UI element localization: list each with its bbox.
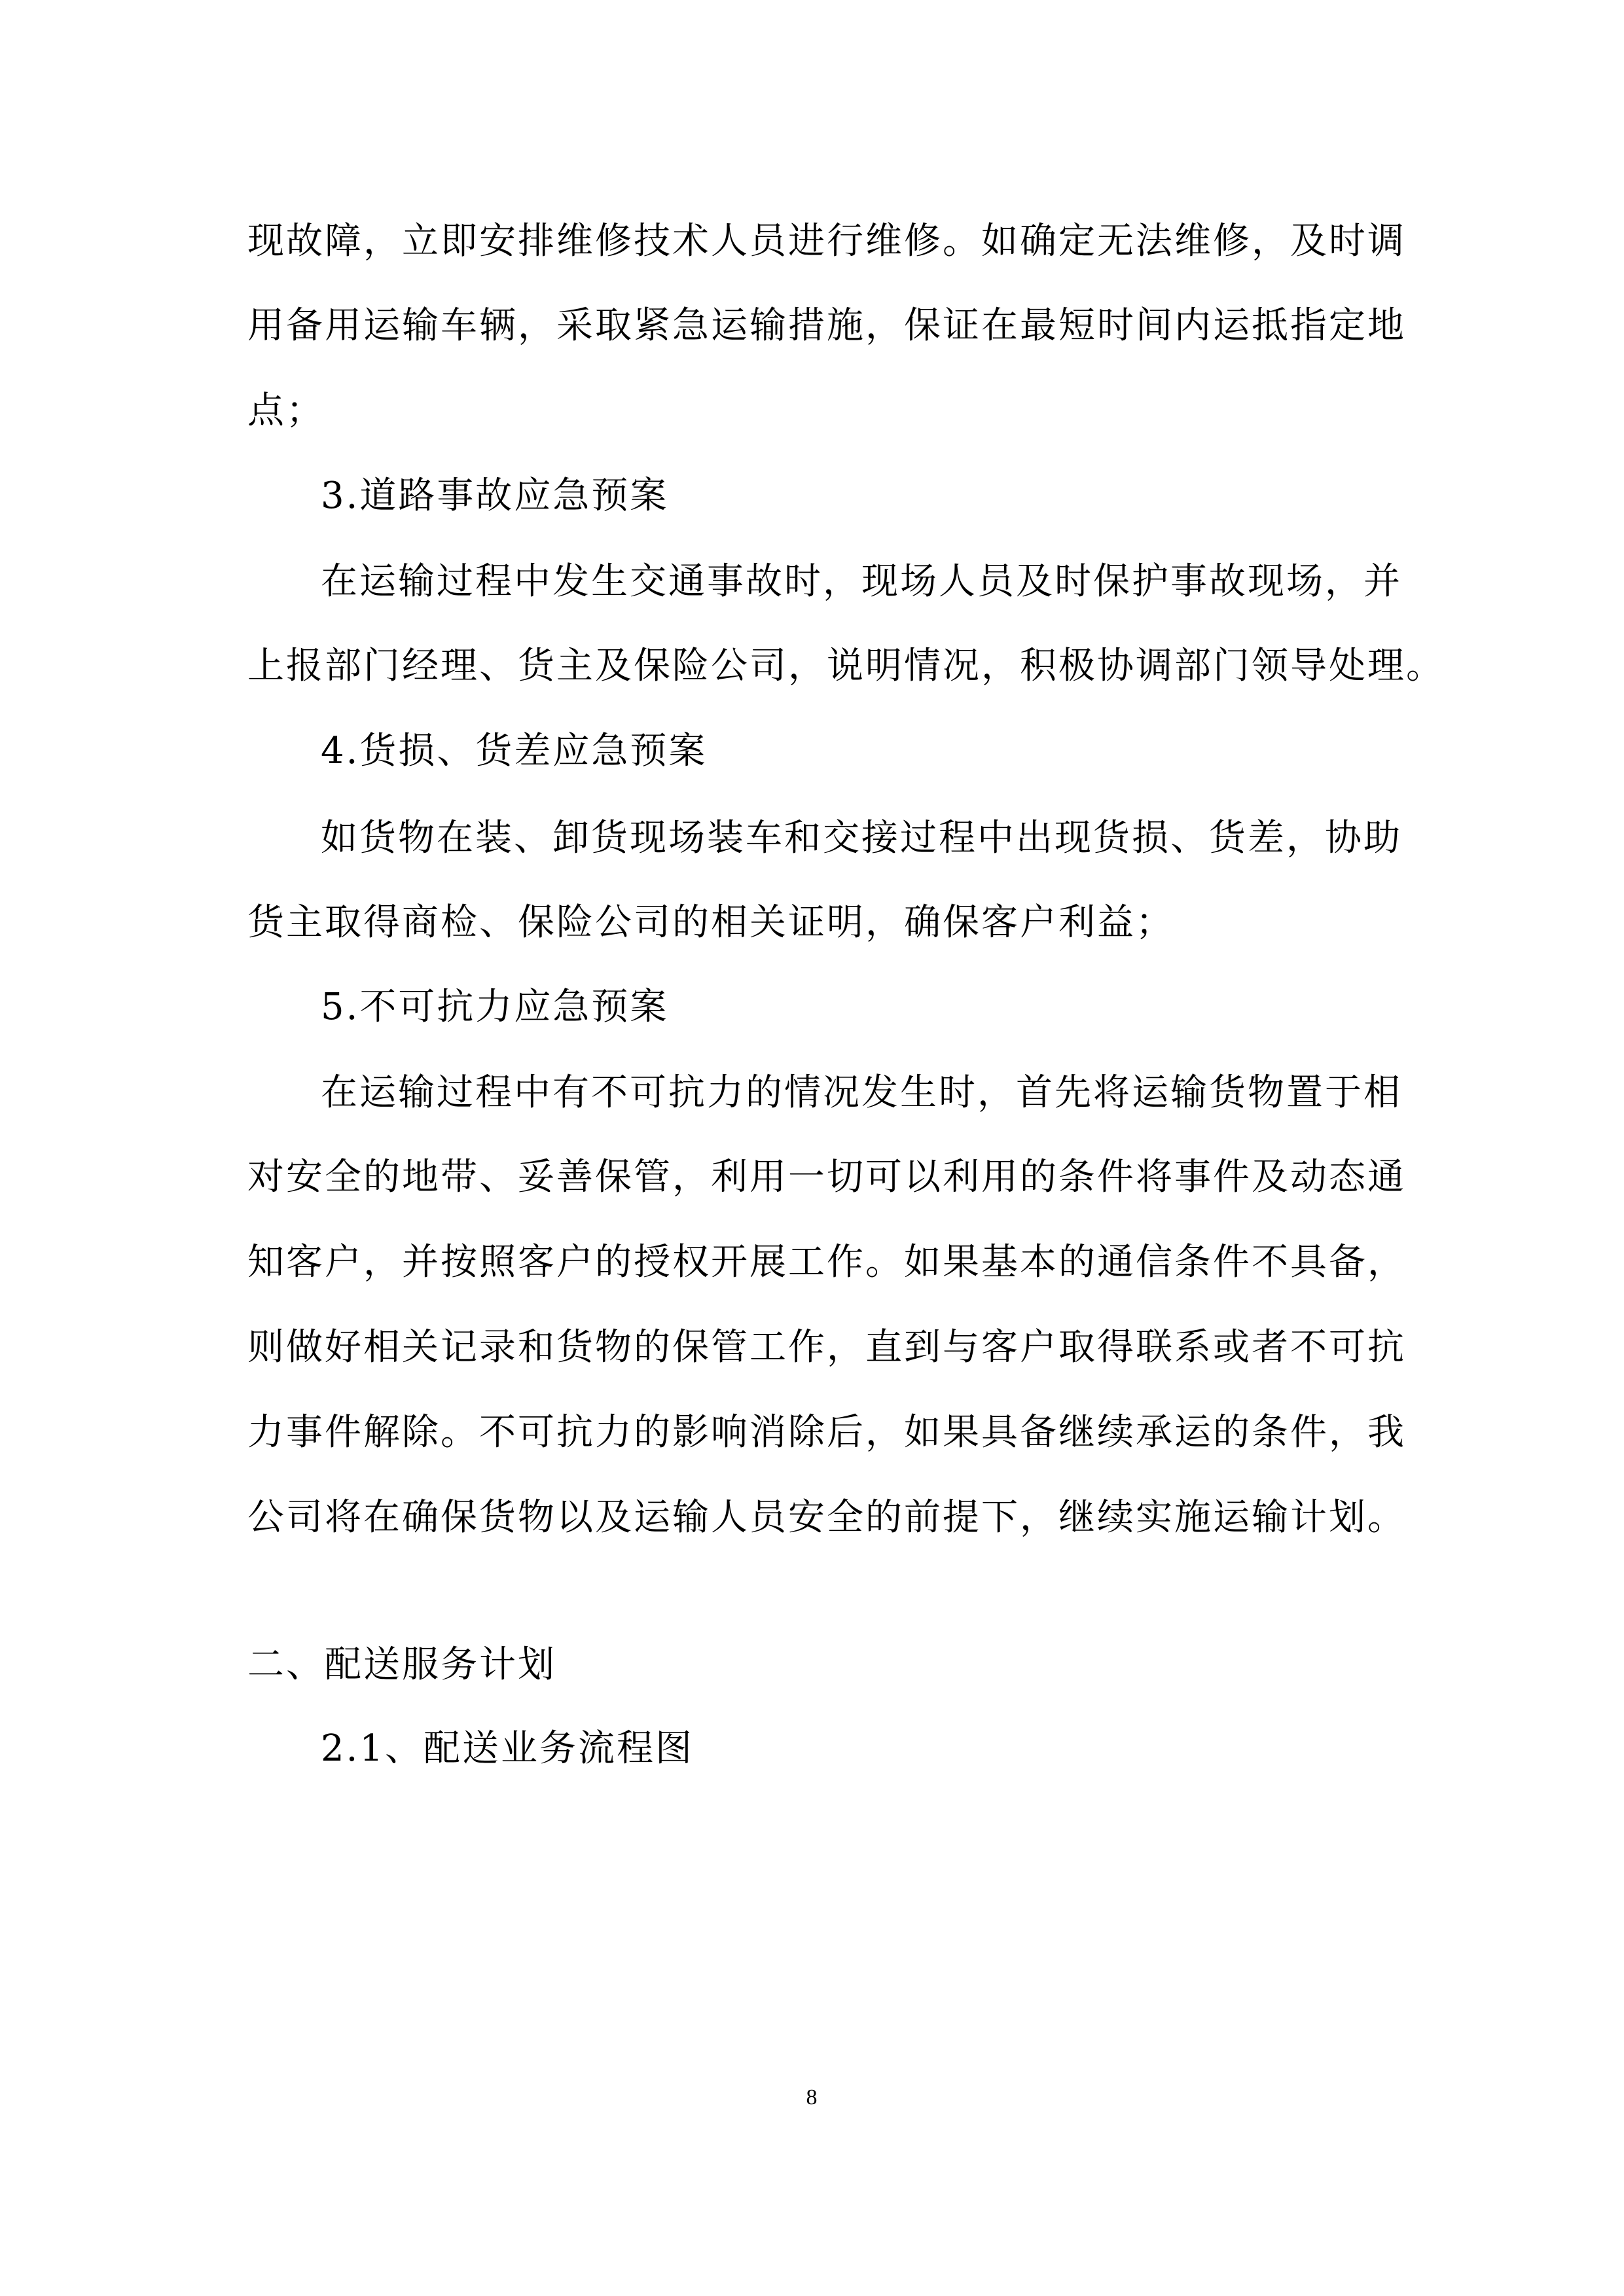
- text-line-12: 对安全的地带、妥善保管，利用一切可以利用的条件将事件及动态通: [247, 1156, 1406, 1198]
- text-line-8: 如货物在装、卸货现场装车和交接过程中出现货损、货差，协助: [321, 817, 1402, 859]
- text-line-6: 上报部门经理、货主及保险公司，说明情况，积极协调部门领导处理。: [247, 645, 1445, 687]
- text-line-1: 现故障，立即安排维修技术人员进行维修。如确定无法维修，及时调: [247, 220, 1406, 262]
- heading-force-majeure: 5.不可抗力应急预案: [321, 986, 669, 1028]
- text-line-9: 货主取得商检、保险公司的相关证明，确保客户利益；: [247, 901, 1174, 944]
- text-line-16: 公司将在确保货物以及运输人员安全的前提下，继续实施运输计划。: [247, 1496, 1406, 1539]
- heading-road-accident: 3.道路事故应急预案: [321, 475, 669, 517]
- page-number: 8: [806, 2085, 818, 2109]
- text-line-3: 点；: [247, 389, 325, 432]
- subsection-heading-flowchart: 2.1、配送业务流程图: [321, 1727, 695, 1770]
- text-line-13: 知客户，并按照客户的授权开展工作。如果基本的通信条件不具备，: [247, 1241, 1406, 1283]
- heading-cargo-damage: 4.货损、货差应急预案: [321, 730, 708, 772]
- text-line-14: 则做好相关记录和货物的保管工作，直到与客户取得联系或者不可抗: [247, 1326, 1406, 1369]
- text-line-5: 在运输过程中发生交通事故时，现场人员及时保护事故现场，并: [321, 560, 1402, 603]
- text-line-2: 用备用运输车辆，采取紧急运输措施，保证在最短时间内运抵指定地: [247, 304, 1406, 347]
- text-line-11: 在运输过程中有不可抗力的情况发生时，首先将运输货物置于相: [321, 1071, 1402, 1114]
- text-line-15: 力事件解除。不可抗力的影响消除后，如果具备继续承运的条件，我: [247, 1411, 1406, 1454]
- section-heading-delivery-plan: 二、配送服务计划: [247, 1643, 556, 1686]
